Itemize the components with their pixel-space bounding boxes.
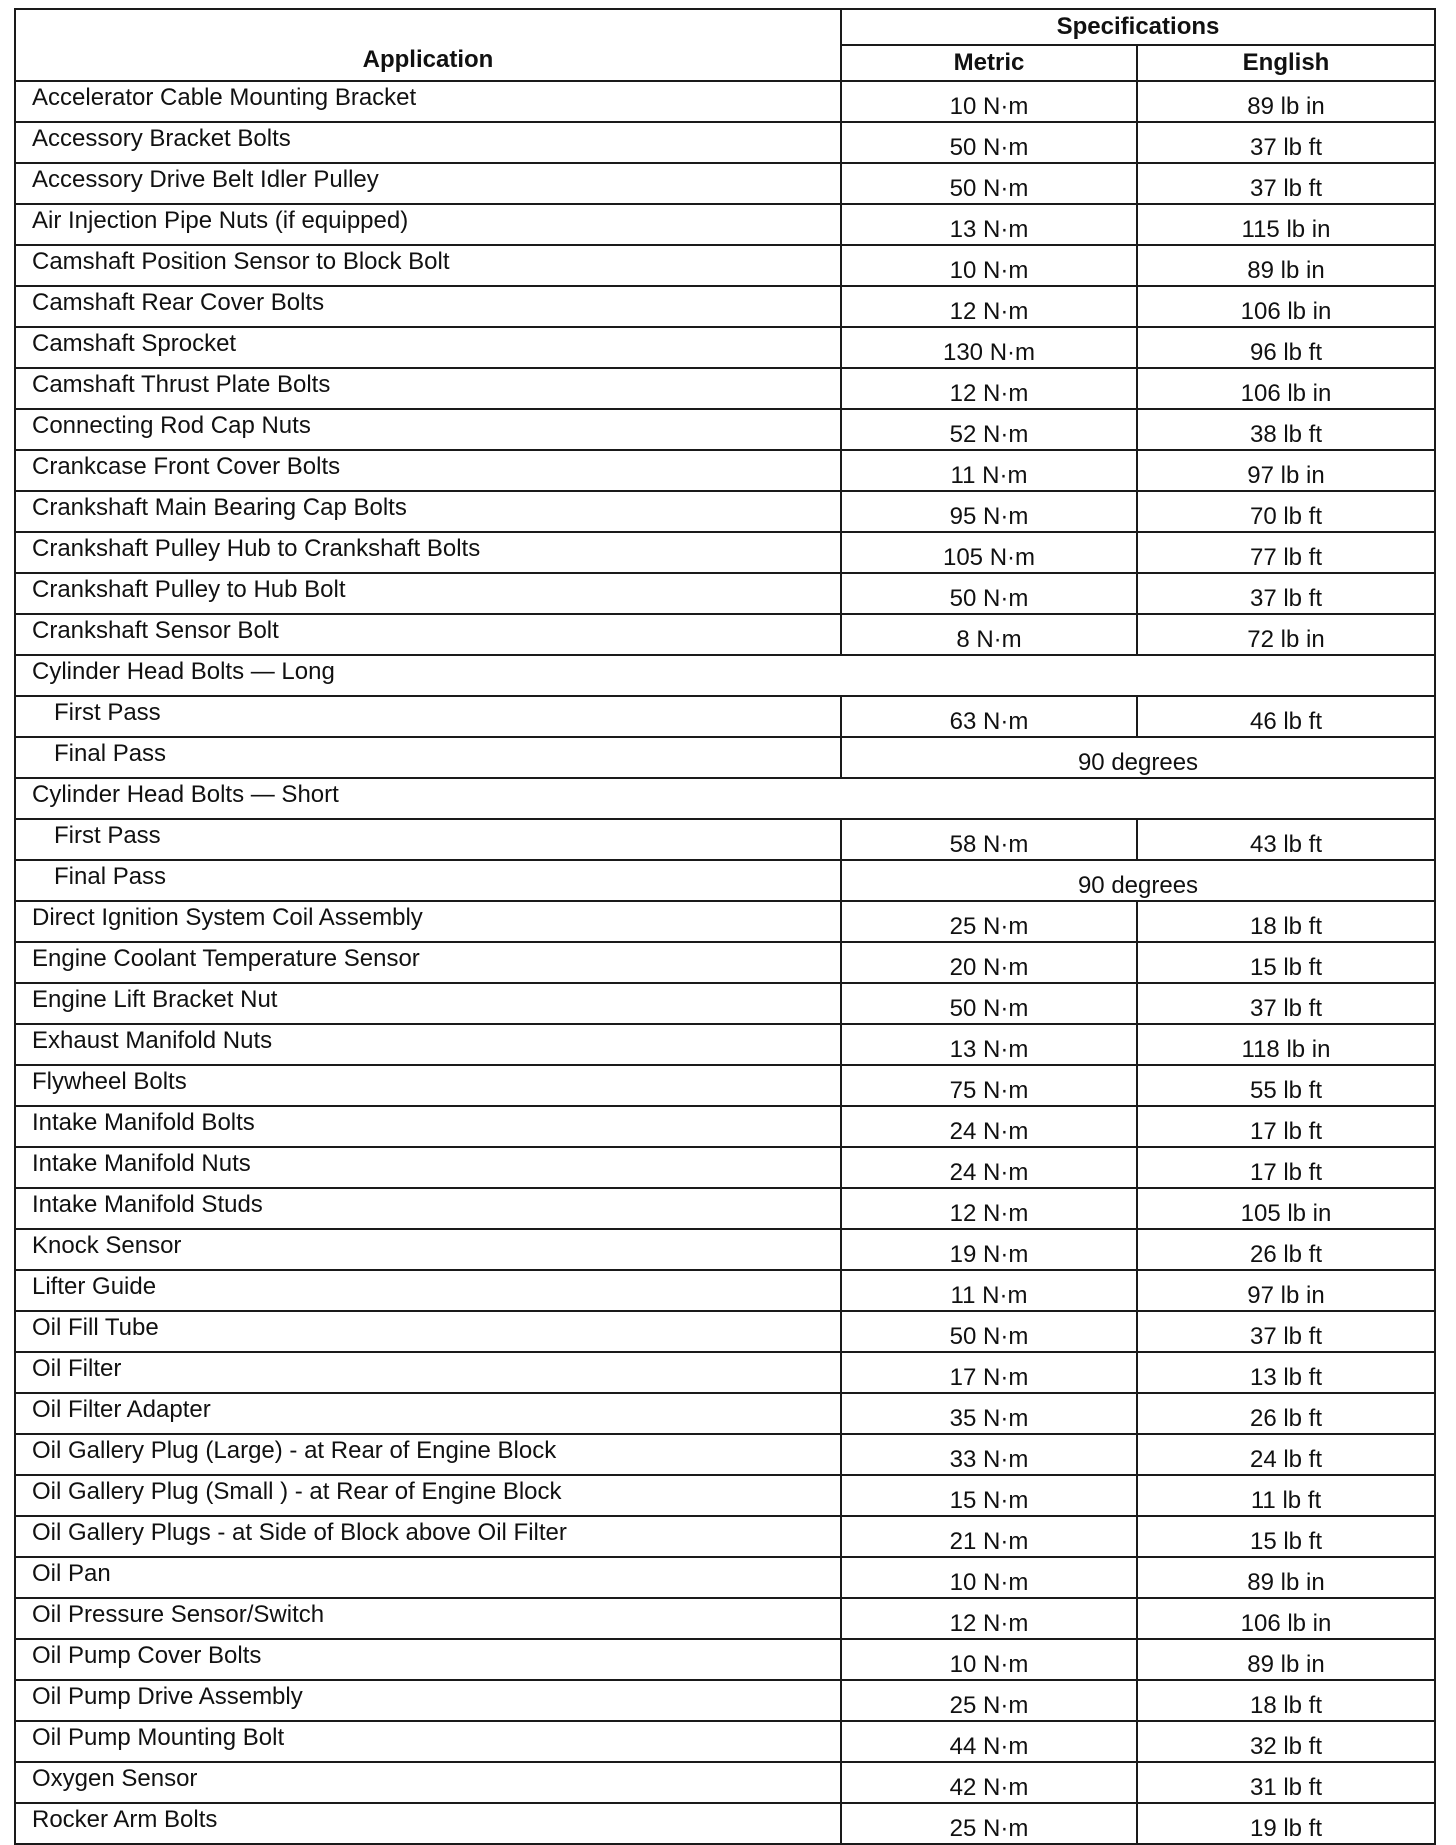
torque-specifications-table — [14, 8, 1436, 1845]
sub-row-angle — [15, 860, 1435, 901]
english-cell: 26 lb ft — [1137, 1393, 1435, 1434]
table-row — [15, 1024, 1435, 1065]
english-cell: 97 lb in — [1137, 450, 1435, 491]
table-row — [15, 245, 1435, 286]
metric-cell: 105 N·m — [841, 532, 1137, 573]
metric-cell: 13 N·m — [841, 204, 1137, 245]
metric-cell: 50 N·m — [841, 573, 1137, 614]
group-blank-cell — [841, 655, 1435, 696]
metric-cell: 24 N·m — [841, 1106, 1137, 1147]
application-cell: Connecting Rod Cap Nuts — [15, 409, 841, 450]
english-cell: 18 lb ft — [1137, 901, 1435, 942]
application-cell: Engine Lift Bracket Nut — [15, 983, 841, 1024]
metric-cell: 12 N·m — [841, 286, 1137, 327]
english-cell: 18 lb ft — [1137, 1680, 1435, 1721]
torque-spec-sheet — [14, 8, 1434, 1845]
table-row — [15, 81, 1435, 122]
application-cell: Exhaust Manifold Nuts — [15, 1024, 841, 1065]
table-row — [15, 573, 1435, 614]
sub-application-cell: First Pass — [15, 696, 841, 737]
english-cell: 26 lb ft — [1137, 1229, 1435, 1270]
metric-cell: 35 N·m — [841, 1393, 1137, 1434]
table-row — [15, 942, 1435, 983]
metric-cell: 12 N·m — [841, 1188, 1137, 1229]
application-cell: Oil Fill Tube — [15, 1311, 841, 1352]
table-header — [15, 9, 1435, 81]
english-cell: 37 lb ft — [1137, 163, 1435, 204]
english-cell: 89 lb in — [1137, 1639, 1435, 1680]
application-cell: Oil Gallery Plug (Small ) - at Rear of Engine Block — [15, 1475, 841, 1516]
application-cell: Intake Manifold Studs — [15, 1188, 841, 1229]
table-row — [15, 1065, 1435, 1106]
application-cell: Camshaft Thrust Plate Bolts — [15, 368, 841, 409]
table-row — [15, 286, 1435, 327]
english-cell: 106 lb in — [1137, 1598, 1435, 1639]
table-row — [15, 1721, 1435, 1762]
header-row-top — [15, 9, 1435, 45]
table-row — [15, 368, 1435, 409]
table-row — [15, 1393, 1435, 1434]
header-metric: Metric — [841, 45, 1137, 81]
table-row — [15, 450, 1435, 491]
group-label-cell: Cylinder Head Bolts — Long — [15, 655, 841, 696]
sub-row — [15, 819, 1435, 860]
table-row — [15, 1106, 1435, 1147]
table-row — [15, 1434, 1435, 1475]
english-cell: 37 lb ft — [1137, 1311, 1435, 1352]
metric-cell: 33 N·m — [841, 1434, 1137, 1475]
english-cell: 105 lb in — [1137, 1188, 1435, 1229]
metric-cell: 52 N·m — [841, 409, 1137, 450]
table-row — [15, 1311, 1435, 1352]
application-cell: Knock Sensor — [15, 1229, 841, 1270]
angle-spec-cell: 90 degrees — [841, 860, 1435, 901]
table-row — [15, 1680, 1435, 1721]
english-cell: 31 lb ft — [1137, 1762, 1435, 1803]
metric-cell: 10 N·m — [841, 1557, 1137, 1598]
group-row — [15, 778, 1435, 819]
application-cell: Oxygen Sensor — [15, 1762, 841, 1803]
application-cell: Oil Pump Cover Bolts — [15, 1639, 841, 1680]
table-row — [15, 1516, 1435, 1557]
metric-cell: 50 N·m — [841, 983, 1137, 1024]
metric-cell: 24 N·m — [841, 1147, 1137, 1188]
table-row — [15, 1352, 1435, 1393]
metric-cell: 10 N·m — [841, 1639, 1137, 1680]
metric-cell: 42 N·m — [841, 1762, 1137, 1803]
application-cell: Crankshaft Pulley to Hub Bolt — [15, 573, 841, 614]
application-cell: Lifter Guide — [15, 1270, 841, 1311]
english-cell: 32 lb ft — [1137, 1721, 1435, 1762]
metric-cell: 25 N·m — [841, 901, 1137, 942]
english-cell: 55 lb ft — [1137, 1065, 1435, 1106]
table-row — [15, 1762, 1435, 1803]
application-cell: Camshaft Position Sensor to Block Bolt — [15, 245, 841, 286]
english-cell: 24 lb ft — [1137, 1434, 1435, 1475]
metric-cell: 17 N·m — [841, 1352, 1137, 1393]
english-cell: 106 lb in — [1137, 368, 1435, 409]
sub-row-angle — [15, 737, 1435, 778]
application-cell: Oil Gallery Plugs - at Side of Block above Oil Filter — [15, 1516, 841, 1557]
application-cell: Intake Manifold Nuts — [15, 1147, 841, 1188]
metric-cell: 25 N·m — [841, 1680, 1137, 1721]
english-cell: 89 lb in — [1137, 1557, 1435, 1598]
table-row — [15, 1147, 1435, 1188]
application-cell: Oil Pressure Sensor/Switch — [15, 1598, 841, 1639]
english-cell: 96 lb ft — [1137, 327, 1435, 368]
table-row — [15, 1188, 1435, 1229]
application-cell: Camshaft Sprocket — [15, 327, 841, 368]
metric-cell: 58 N·m — [841, 819, 1137, 860]
application-cell: Air Injection Pipe Nuts (if equipped) — [15, 204, 841, 245]
application-cell: Accelerator Cable Mounting Bracket — [15, 81, 841, 122]
english-cell: 72 lb in — [1137, 614, 1435, 655]
application-cell: Engine Coolant Temperature Sensor — [15, 942, 841, 983]
table-row — [15, 122, 1435, 163]
metric-cell: 15 N·m — [841, 1475, 1137, 1516]
header-english: English — [1137, 45, 1435, 81]
application-cell: Crankshaft Pulley Hub to Crankshaft Bolts — [15, 532, 841, 573]
application-cell: Flywheel Bolts — [15, 1065, 841, 1106]
application-cell: Crankcase Front Cover Bolts — [15, 450, 841, 491]
english-cell: 115 lb in — [1137, 204, 1435, 245]
table-row — [15, 204, 1435, 245]
application-cell: Intake Manifold Bolts — [15, 1106, 841, 1147]
group-blank-cell — [841, 778, 1435, 819]
english-cell: 13 lb ft — [1137, 1352, 1435, 1393]
english-cell: 118 lb in — [1137, 1024, 1435, 1065]
application-cell: Crankshaft Main Bearing Cap Bolts — [15, 491, 841, 532]
table-row — [15, 1229, 1435, 1270]
header-specifications: Specifications — [841, 9, 1435, 45]
metric-cell: 44 N·m — [841, 1721, 1137, 1762]
metric-cell: 25 N·m — [841, 1803, 1137, 1844]
english-cell: 11 lb ft — [1137, 1475, 1435, 1516]
table-row — [15, 532, 1435, 573]
table-row — [15, 1270, 1435, 1311]
metric-cell: 50 N·m — [841, 122, 1137, 163]
metric-cell: 8 N·m — [841, 614, 1137, 655]
metric-cell: 63 N·m — [841, 696, 1137, 737]
table-row — [15, 409, 1435, 450]
table-row — [15, 163, 1435, 204]
english-cell: 89 lb in — [1137, 81, 1435, 122]
table-row — [15, 1598, 1435, 1639]
table-row — [15, 1557, 1435, 1598]
metric-cell: 11 N·m — [841, 450, 1137, 491]
application-cell: Oil Filter — [15, 1352, 841, 1393]
sub-row — [15, 696, 1435, 737]
metric-cell: 12 N·m — [841, 368, 1137, 409]
metric-cell: 19 N·m — [841, 1229, 1137, 1270]
english-cell: 38 lb ft — [1137, 409, 1435, 450]
application-cell: Oil Pump Mounting Bolt — [15, 1721, 841, 1762]
table-row — [15, 614, 1435, 655]
application-cell: Oil Filter Adapter — [15, 1393, 841, 1434]
metric-cell: 50 N·m — [841, 163, 1137, 204]
metric-cell: 21 N·m — [841, 1516, 1137, 1557]
metric-cell: 10 N·m — [841, 245, 1137, 286]
header-application: Application — [15, 9, 841, 81]
group-label-cell: Cylinder Head Bolts — Short — [15, 778, 841, 819]
metric-cell: 13 N·m — [841, 1024, 1137, 1065]
english-cell: 19 lb ft — [1137, 1803, 1435, 1844]
english-cell: 89 lb in — [1137, 245, 1435, 286]
english-cell: 77 lb ft — [1137, 532, 1435, 573]
table-row — [15, 983, 1435, 1024]
application-cell: Accessory Bracket Bolts — [15, 122, 841, 163]
english-cell: 37 lb ft — [1137, 983, 1435, 1024]
english-cell: 17 lb ft — [1137, 1147, 1435, 1188]
application-cell: Oil Gallery Plug (Large) - at Rear of Engine Block — [15, 1434, 841, 1475]
application-cell: Rocker Arm Bolts — [15, 1803, 841, 1844]
english-cell: 37 lb ft — [1137, 573, 1435, 614]
metric-cell: 12 N·m — [841, 1598, 1137, 1639]
metric-cell: 130 N·m — [841, 327, 1137, 368]
english-cell: 37 lb ft — [1137, 122, 1435, 163]
sub-application-cell: Final Pass — [15, 737, 841, 778]
english-cell: 70 lb ft — [1137, 491, 1435, 532]
metric-cell: 20 N·m — [841, 942, 1137, 983]
table-row — [15, 327, 1435, 368]
english-cell: 15 lb ft — [1137, 942, 1435, 983]
metric-cell: 75 N·m — [841, 1065, 1137, 1106]
application-cell: Camshaft Rear Cover Bolts — [15, 286, 841, 327]
metric-cell: 95 N·m — [841, 491, 1137, 532]
english-cell: 106 lb in — [1137, 286, 1435, 327]
english-cell: 97 lb in — [1137, 1270, 1435, 1311]
metric-cell: 50 N·m — [841, 1311, 1137, 1352]
table-row — [15, 1475, 1435, 1516]
english-cell: 43 lb ft — [1137, 819, 1435, 860]
sub-application-cell: Final Pass — [15, 860, 841, 901]
english-cell: 46 lb ft — [1137, 696, 1435, 737]
application-cell: Crankshaft Sensor Bolt — [15, 614, 841, 655]
english-cell: 15 lb ft — [1137, 1516, 1435, 1557]
group-row — [15, 655, 1435, 696]
table-row — [15, 1803, 1435, 1844]
application-cell: Oil Pan — [15, 1557, 841, 1598]
application-cell: Accessory Drive Belt Idler Pulley — [15, 163, 841, 204]
metric-cell: 10 N·m — [841, 81, 1137, 122]
sub-application-cell: First Pass — [15, 819, 841, 860]
table-row — [15, 491, 1435, 532]
metric-cell: 11 N·m — [841, 1270, 1137, 1311]
angle-spec-cell: 90 degrees — [841, 737, 1435, 778]
application-cell: Direct Ignition System Coil Assembly — [15, 901, 841, 942]
table-body — [15, 81, 1435, 1844]
table-row — [15, 901, 1435, 942]
application-cell: Oil Pump Drive Assembly — [15, 1680, 841, 1721]
table-row — [15, 1639, 1435, 1680]
english-cell: 17 lb ft — [1137, 1106, 1435, 1147]
